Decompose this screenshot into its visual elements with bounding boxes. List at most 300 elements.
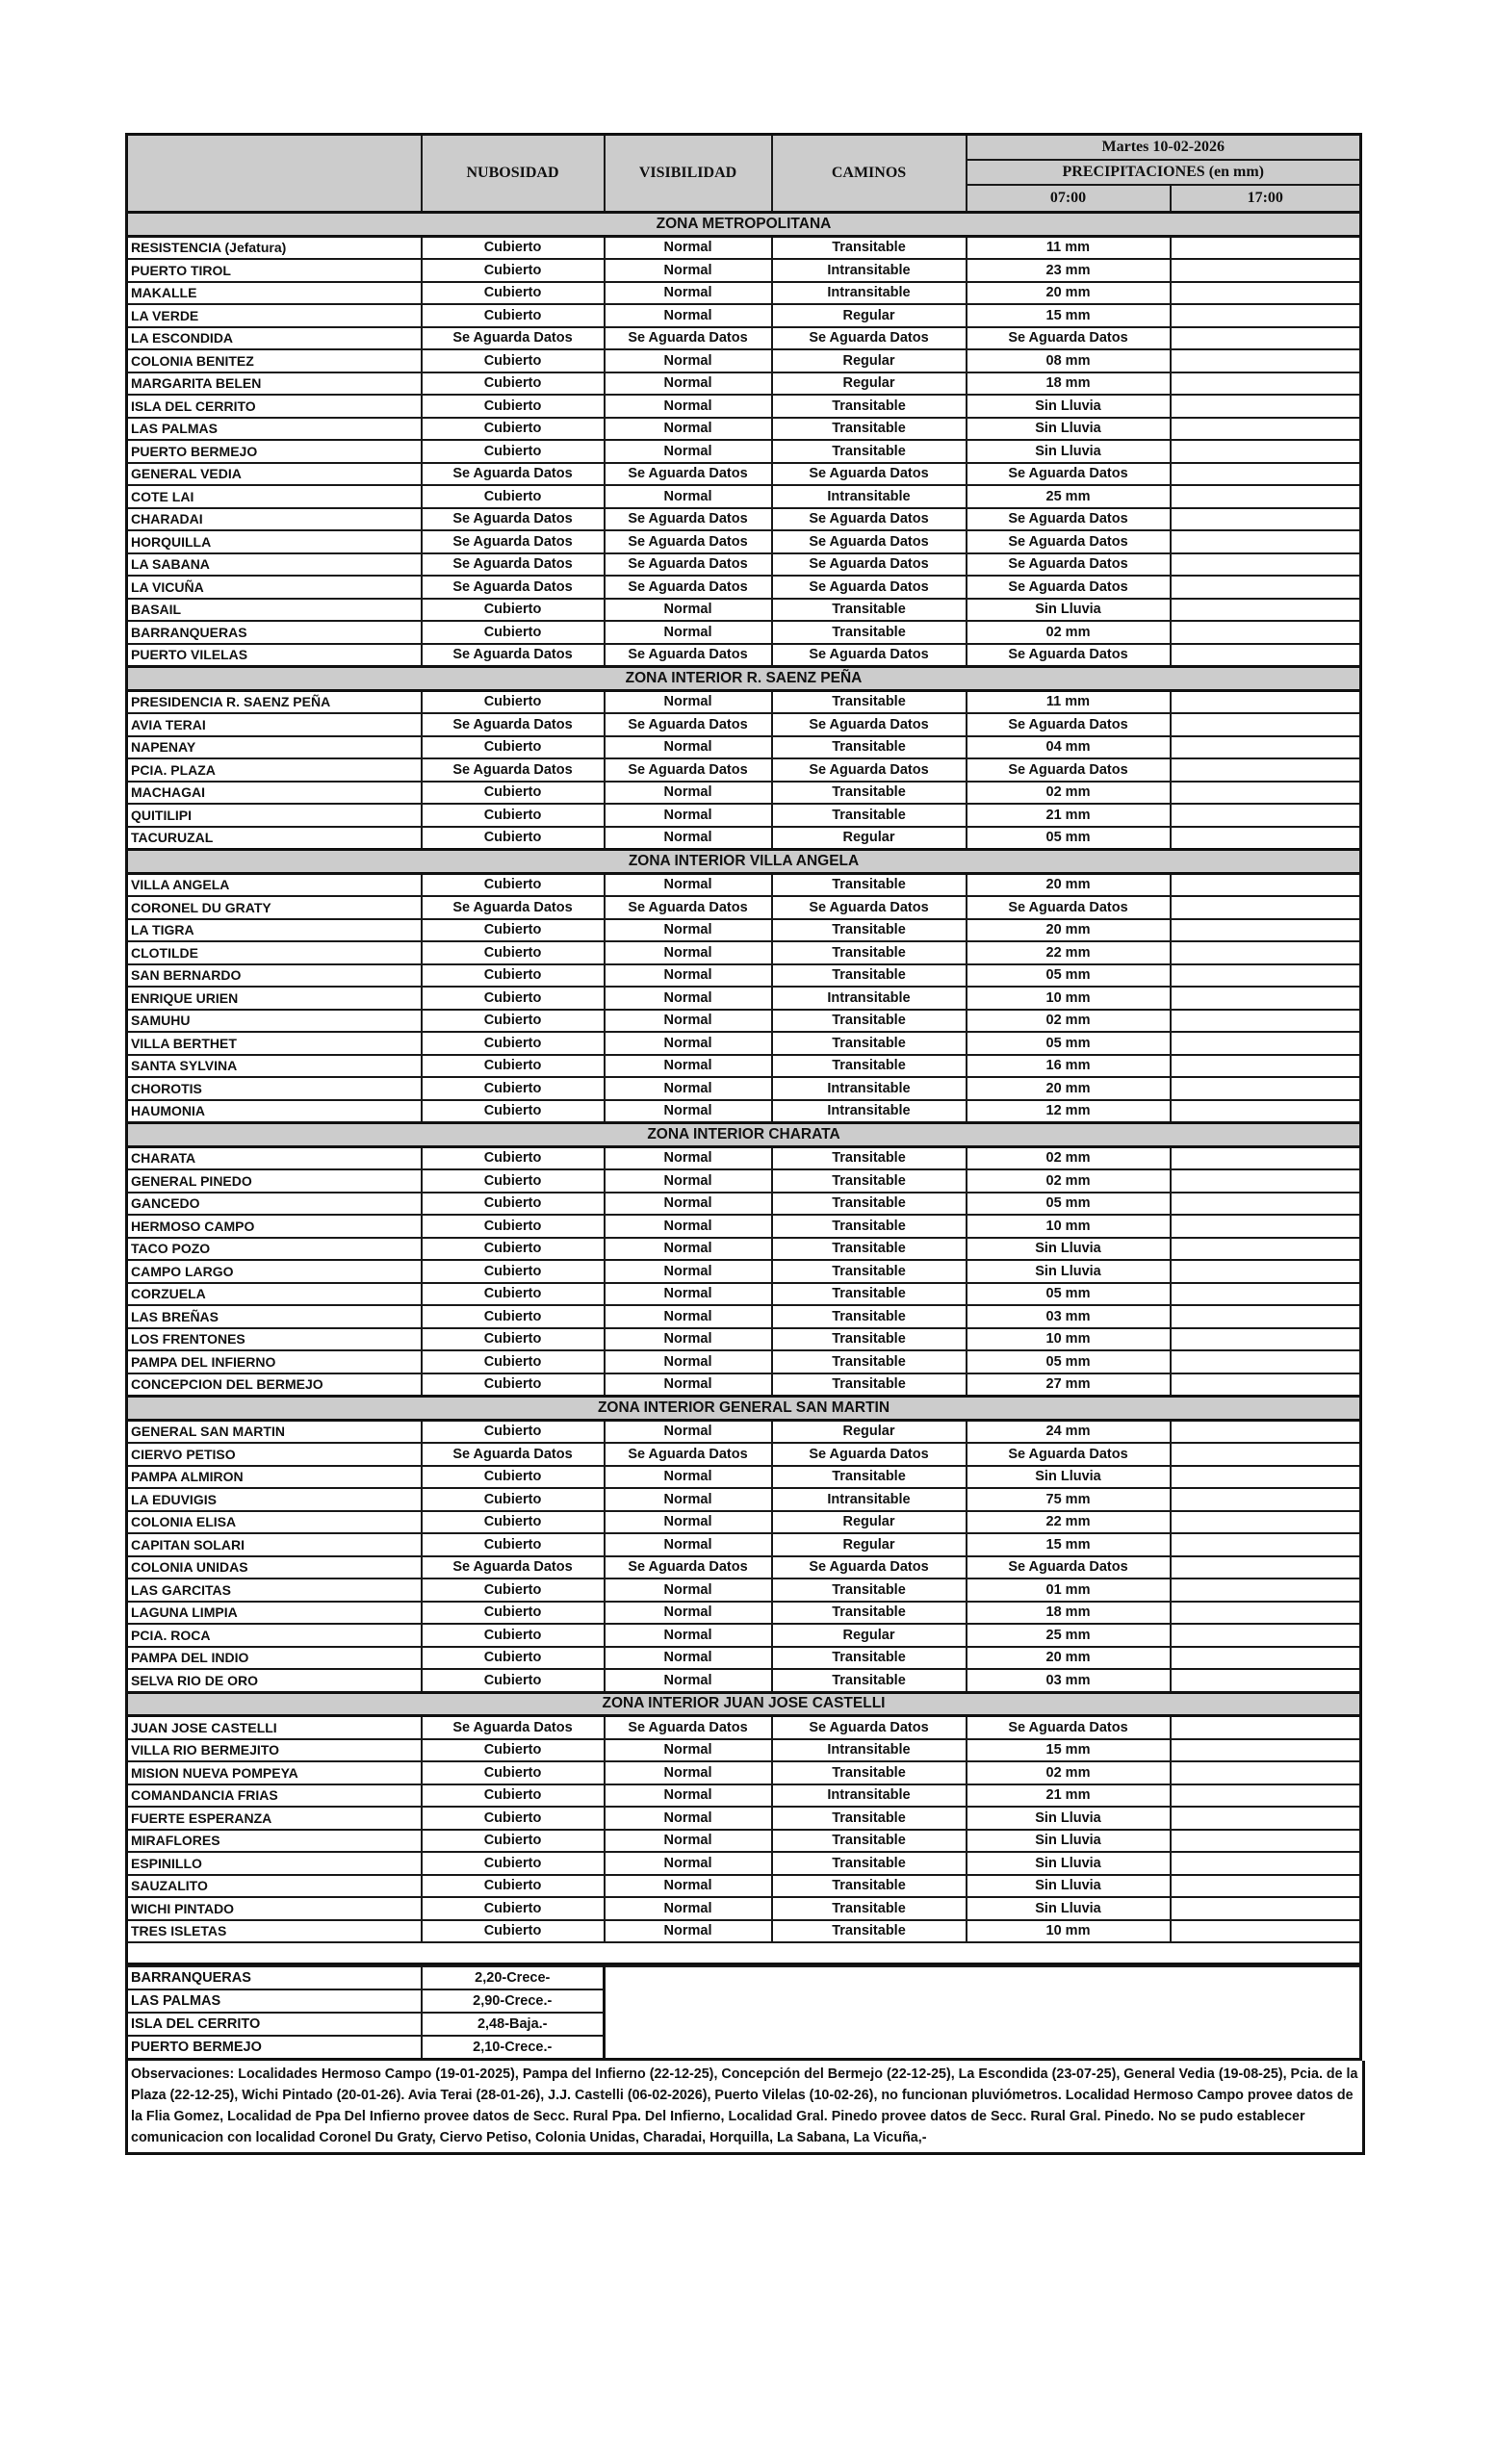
caminos-cell: Regular [772, 1420, 967, 1443]
caminos-cell: Regular [772, 372, 967, 396]
nubosidad-cell: Cubierto [422, 804, 605, 827]
caminos-cell: Transitable [772, 1647, 967, 1670]
precip-1700-cell [1171, 259, 1361, 282]
visibilidad-cell: Normal [605, 1350, 772, 1373]
visibilidad-cell: Normal [605, 372, 772, 396]
caminos-cell: Transitable [772, 1602, 967, 1625]
precip-1700-cell [1171, 736, 1361, 759]
table-row [127, 1624, 1361, 1647]
location-name: MAKALLE [127, 282, 422, 305]
table-row [127, 827, 1361, 850]
location-name: CHOROTIS [127, 1077, 422, 1100]
nubosidad-cell: Se Aguarda Datos [422, 1443, 605, 1466]
visibilidad-cell: Normal [605, 1624, 772, 1647]
table-row [127, 1077, 1361, 1100]
precip-1700-cell [1171, 1443, 1361, 1466]
precip-0700-cell: Sin Lluvia [967, 1807, 1171, 1830]
table-row [127, 1146, 1361, 1169]
nubosidad-cell: Cubierto [422, 1193, 605, 1216]
nubosidad-cell: Cubierto [422, 1260, 605, 1283]
precip-1700-cell [1171, 1897, 1361, 1920]
caminos-cell: Transitable [772, 964, 967, 988]
caminos-cell: Transitable [772, 690, 967, 713]
nubosidad-cell: Se Aguarda Datos [422, 576, 605, 599]
visibilidad-cell: Se Aguarda Datos [605, 327, 772, 350]
table-row [127, 1647, 1361, 1670]
location-name: LAS PALMAS [127, 418, 422, 441]
location-name: MISION NUEVA POMPEYA [127, 1761, 422, 1784]
location-name: LA EDUVIGIS [127, 1488, 422, 1511]
nubosidad-cell: Cubierto [422, 1920, 605, 1943]
precip-1700-cell [1171, 1215, 1361, 1238]
nubosidad-cell: Cubierto [422, 690, 605, 713]
location-name: FUERTE ESPERANZA [127, 1807, 422, 1830]
visibilidad-cell: Normal [605, 1100, 772, 1123]
precip-0700-cell: 16 mm [967, 1055, 1171, 1078]
visibilidad-cell: Se Aguarda Datos [605, 713, 772, 736]
table-row [127, 485, 1361, 508]
table-row [127, 599, 1361, 622]
caminos-cell: Transitable [772, 1466, 967, 1489]
spacer-row [127, 1942, 1361, 1964]
caminos-cell: Transitable [772, 1305, 967, 1328]
precip-0700-cell: Se Aguarda Datos [967, 1556, 1171, 1579]
visibilidad-cell: Normal [605, 1077, 772, 1100]
visibilidad-cell: Se Aguarda Datos [605, 508, 772, 531]
precip-0700-cell: 22 mm [967, 941, 1171, 964]
precip-0700-cell: 21 mm [967, 1784, 1171, 1808]
nubosidad-cell: Cubierto [422, 282, 605, 305]
precip-0700-cell: Sin Lluvia [967, 418, 1171, 441]
location-name: LOS FRENTONES [127, 1328, 422, 1351]
precip-1700-cell [1171, 1238, 1361, 1261]
visibilidad-cell: Normal [605, 1215, 772, 1238]
precip-1700-cell [1171, 804, 1361, 827]
precip-1700-cell [1171, 758, 1361, 782]
caminos-cell: Regular [772, 827, 967, 850]
nubosidad-cell: Cubierto [422, 304, 605, 327]
precip-0700-cell: Se Aguarda Datos [967, 553, 1171, 577]
river-station-name: ISLA DEL CERRITO [127, 2013, 422, 2036]
location-name: PRESIDENCIA R. SAENZ PEÑA [127, 690, 422, 713]
caminos-cell: Transitable [772, 236, 967, 259]
visibilidad-cell: Normal [605, 1533, 772, 1556]
time-1700-header: 17:00 [1171, 185, 1361, 213]
visibilidad-cell: Normal [605, 1373, 772, 1397]
table-row [127, 1488, 1361, 1511]
location-name: SELVA RIO DE ORO [127, 1669, 422, 1692]
location-name: HERMOSO CAMPO [127, 1215, 422, 1238]
visibilidad-cell: Normal [605, 1146, 772, 1169]
precip-1700-cell [1171, 919, 1361, 942]
precip-0700-cell: 25 mm [967, 1624, 1171, 1647]
nubosidad-cell: Cubierto [422, 1373, 605, 1397]
nubosidad-cell: Cubierto [422, 782, 605, 805]
nubosidad-cell: Cubierto [422, 236, 605, 259]
location-name: CIERVO PETISO [127, 1443, 422, 1466]
location-name: GANCEDO [127, 1193, 422, 1216]
nubosidad-cell: Cubierto [422, 1238, 605, 1261]
caminos-cell: Intransitable [772, 987, 967, 1010]
location-name: PAMPA ALMIRON [127, 1466, 422, 1489]
table-row [127, 1032, 1361, 1055]
nubosidad-cell: Se Aguarda Datos [422, 1556, 605, 1579]
nubosidad-cell: Cubierto [422, 418, 605, 441]
location-name: WICHI PINTADO [127, 1897, 422, 1920]
precip-1700-cell [1171, 1420, 1361, 1443]
nubosidad-cell: Cubierto [422, 1146, 605, 1169]
table-row [127, 1169, 1361, 1193]
precip-0700-cell: Sin Lluvia [967, 1875, 1171, 1898]
location-name: SANTA SYLVINA [127, 1055, 422, 1078]
location-name: GENERAL VEDIA [127, 463, 422, 486]
precip-0700-cell: 21 mm [967, 804, 1171, 827]
table-row [127, 530, 1361, 553]
caminos-cell: Se Aguarda Datos [772, 758, 967, 782]
location-name: COLONIA BENITEZ [127, 349, 422, 372]
nubosidad-header: NUBOSIDAD [422, 135, 605, 213]
location-name: RESISTENCIA (Jefatura) [127, 236, 422, 259]
precip-0700-cell: 20 mm [967, 873, 1171, 896]
table-row [127, 919, 1361, 942]
location-name: CHARADAI [127, 508, 422, 531]
nubosidad-cell: Se Aguarda Datos [422, 713, 605, 736]
precip-0700-cell: 10 mm [967, 1328, 1171, 1351]
visibilidad-cell: Normal [605, 782, 772, 805]
table-row [127, 395, 1361, 418]
nubosidad-cell: Cubierto [422, 440, 605, 463]
precip-0700-cell: Sin Lluvia [967, 440, 1171, 463]
precip-1700-cell [1171, 1784, 1361, 1808]
precip-0700-cell: Sin Lluvia [967, 1238, 1171, 1261]
caminos-cell: Transitable [772, 1669, 967, 1692]
precip-1700-cell [1171, 1466, 1361, 1489]
precip-1700-cell [1171, 304, 1361, 327]
caminos-cell: Transitable [772, 804, 967, 827]
visibilidad-cell: Normal [605, 621, 772, 644]
nubosidad-cell: Cubierto [422, 873, 605, 896]
visibilidad-cell: Normal [605, 1466, 772, 1489]
nubosidad-cell: Cubierto [422, 1032, 605, 1055]
precip-1700-cell [1171, 1100, 1361, 1123]
table-row [127, 873, 1361, 896]
caminos-cell: Se Aguarda Datos [772, 463, 967, 486]
visibilidad-cell: Normal [605, 1032, 772, 1055]
precip-1700-cell [1171, 327, 1361, 350]
location-name: VILLA BERTHET [127, 1032, 422, 1055]
river-level-value: 2,90-Crece.- [422, 1989, 605, 2013]
visibilidad-cell: Normal [605, 1852, 772, 1875]
caminos-cell: Transitable [772, 599, 967, 622]
precip-0700-cell: 10 mm [967, 1920, 1171, 1943]
table-row [127, 553, 1361, 577]
table-row [127, 644, 1361, 667]
caminos-cell: Intransitable [772, 1784, 967, 1808]
location-name: SAN BERNARDO [127, 964, 422, 988]
location-name: CORONEL DU GRATY [127, 896, 422, 919]
nubosidad-cell: Cubierto [422, 1215, 605, 1238]
precip-0700-cell: 22 mm [967, 1511, 1171, 1534]
nubosidad-cell: Se Aguarda Datos [422, 327, 605, 350]
visibilidad-cell: Se Aguarda Datos [605, 758, 772, 782]
caminos-cell: Transitable [772, 1373, 967, 1397]
precip-0700-cell: 25 mm [967, 485, 1171, 508]
caminos-cell: Se Aguarda Datos [772, 327, 967, 350]
precip-0700-cell: 03 mm [967, 1669, 1171, 1692]
caminos-cell: Transitable [772, 782, 967, 805]
caminos-cell: Transitable [772, 1215, 967, 1238]
precip-1700-cell [1171, 1305, 1361, 1328]
visibilidad-cell: Normal [605, 964, 772, 988]
visibilidad-cell: Normal [605, 1238, 772, 1261]
precipitation-header: PRECIPITACIONES (en mm) [967, 160, 1361, 185]
nubosidad-cell: Cubierto [422, 1010, 605, 1033]
table-row [127, 1215, 1361, 1238]
precip-1700-cell [1171, 1193, 1361, 1216]
precip-0700-cell: Se Aguarda Datos [967, 1716, 1171, 1739]
precip-0700-cell: 18 mm [967, 1602, 1171, 1625]
precip-0700-cell: 02 mm [967, 1146, 1171, 1169]
precip-1700-cell [1171, 1807, 1361, 1830]
precip-0700-cell: 01 mm [967, 1578, 1171, 1602]
visibilidad-cell: Normal [605, 1010, 772, 1033]
caminos-cell: Transitable [772, 1350, 967, 1373]
precip-1700-cell [1171, 236, 1361, 259]
location-name: PAMPA DEL INFIERNO [127, 1350, 422, 1373]
precip-1700-cell [1171, 1533, 1361, 1556]
precip-1700-cell [1171, 1055, 1361, 1078]
visibilidad-cell: Normal [605, 1602, 772, 1625]
visibilidad-cell: Normal [605, 599, 772, 622]
location-name: HAUMONIA [127, 1100, 422, 1123]
location-name: COLONIA ELISA [127, 1511, 422, 1534]
location-name: TACURUZAL [127, 827, 422, 850]
location-name: PUERTO VILELAS [127, 644, 422, 667]
zones-body [127, 213, 1361, 1964]
caminos-cell: Transitable [772, 1897, 967, 1920]
precip-0700-cell: Se Aguarda Datos [967, 463, 1171, 486]
precip-0700-cell: Sin Lluvia [967, 1897, 1171, 1920]
observations-note: Observaciones: Localidades Hermoso Campo (19-01-2025), Pampa del Infierno (22-12-25), Concepción del Bermejo (22-12-25), La Escondida (23-07-25), General Vedia (19-08-25), Pcia. de la Plaza (22-12-25), Wichi Pintado (20-01-26). Avia Terai (28-01-26), J.J. Castelli (06-02-2026), Puerto Vilelas (10-02-26), no funcionan pluviómetros. Localidad Hermoso Campo provee datos de la Flia Gomez, Localidad de Ppa Del Infierno provee datos de Secc. Rural Ppa. Del Infierno, Localidad Gral. Pinedo provee datos de Secc. Rural Gral. Pinedo. No se pudo establecer comunicacion con localidad Coronel Du Graty, Ciervo Petiso, Colonia Unidas, Charadai, Horquilla, La Sabana, La Vicuña,- [125, 2061, 1365, 2155]
location-name: CHARATA [127, 1146, 422, 1169]
caminos-cell: Regular [772, 1511, 967, 1534]
precip-1700-cell [1171, 1032, 1361, 1055]
precip-0700-cell: 05 mm [967, 1032, 1171, 1055]
caminos-cell: Transitable [772, 1010, 967, 1033]
precip-1700-cell [1171, 1739, 1361, 1762]
precip-1700-cell [1171, 530, 1361, 553]
table-row [127, 1669, 1361, 1692]
nubosidad-cell: Cubierto [422, 1739, 605, 1762]
table-row [127, 1602, 1361, 1625]
nubosidad-cell: Se Aguarda Datos [422, 758, 605, 782]
nubosidad-cell: Cubierto [422, 1100, 605, 1123]
nubosidad-cell: Cubierto [422, 1077, 605, 1100]
precip-1700-cell [1171, 1488, 1361, 1511]
visibilidad-cell: Se Aguarda Datos [605, 553, 772, 577]
caminos-cell: Se Aguarda Datos [772, 713, 967, 736]
location-name: NAPENAY [127, 736, 422, 759]
caminos-cell: Transitable [772, 1852, 967, 1875]
caminos-cell: Intransitable [772, 1739, 967, 1762]
nubosidad-cell: Cubierto [422, 259, 605, 282]
precip-1700-cell [1171, 713, 1361, 736]
location-name: LA TIGRA [127, 919, 422, 942]
table-row [127, 1328, 1361, 1351]
table-row [127, 1350, 1361, 1373]
precip-0700-cell: Se Aguarda Datos [967, 896, 1171, 919]
nubosidad-cell: Cubierto [422, 1169, 605, 1193]
precip-0700-cell: 02 mm [967, 782, 1171, 805]
caminos-cell: Intransitable [772, 485, 967, 508]
visibilidad-cell: Normal [605, 1283, 772, 1306]
caminos-cell: Se Aguarda Datos [772, 1443, 967, 1466]
precip-1700-cell [1171, 1350, 1361, 1373]
visibilidad-cell: Se Aguarda Datos [605, 644, 772, 667]
precip-1700-cell [1171, 1602, 1361, 1625]
caminos-cell: Intransitable [772, 1077, 967, 1100]
visibilidad-cell: Normal [605, 349, 772, 372]
caminos-cell: Transitable [772, 1032, 967, 1055]
table-row [127, 964, 1361, 988]
table-header [127, 135, 1361, 213]
table-row [127, 896, 1361, 919]
location-name: LAGUNA LIMPIA [127, 1602, 422, 1625]
nubosidad-cell: Cubierto [422, 1602, 605, 1625]
caminos-cell: Regular [772, 304, 967, 327]
table-row [127, 1100, 1361, 1123]
caminos-cell: Transitable [772, 1238, 967, 1261]
nubosidad-cell: Cubierto [422, 1784, 605, 1808]
precip-0700-cell: 05 mm [967, 1283, 1171, 1306]
location-name: PCIA. ROCA [127, 1624, 422, 1647]
nubosidad-cell: Cubierto [422, 1283, 605, 1306]
zone-header-row [127, 1123, 1361, 1147]
precip-0700-cell: 05 mm [967, 827, 1171, 850]
nubosidad-cell: Cubierto [422, 941, 605, 964]
table-row [127, 782, 1361, 805]
precip-1700-cell [1171, 1578, 1361, 1602]
visibilidad-cell: Normal [605, 418, 772, 441]
nubosidad-cell: Se Aguarda Datos [422, 530, 605, 553]
visibilidad-cell: Normal [605, 804, 772, 827]
precip-1700-cell [1171, 690, 1361, 713]
caminos-cell: Transitable [772, 941, 967, 964]
precip-1700-cell [1171, 782, 1361, 805]
nubosidad-cell: Cubierto [422, 1466, 605, 1489]
river-blank-area [605, 1966, 1361, 2060]
nubosidad-cell: Cubierto [422, 1350, 605, 1373]
visibilidad-cell: Se Aguarda Datos [605, 530, 772, 553]
table-row [127, 713, 1361, 736]
visibilidad-cell: Normal [605, 1169, 772, 1193]
precip-0700-cell: 04 mm [967, 736, 1171, 759]
precip-0700-cell: Sin Lluvia [967, 1466, 1171, 1489]
table-row [127, 941, 1361, 964]
location-name: MIRAFLORES [127, 1830, 422, 1853]
nubosidad-cell: Cubierto [422, 1897, 605, 1920]
table-row [127, 1556, 1361, 1579]
nubosidad-cell: Cubierto [422, 1055, 605, 1078]
visibilidad-cell: Normal [605, 1897, 772, 1920]
location-name: COMANDANCIA FRIAS [127, 1784, 422, 1808]
precip-1700-cell [1171, 964, 1361, 988]
visibilidad-cell: Normal [605, 827, 772, 850]
visibilidad-cell: Normal [605, 1669, 772, 1692]
precip-1700-cell [1171, 621, 1361, 644]
zone-header-row [127, 667, 1361, 691]
precip-0700-cell: 15 mm [967, 1739, 1171, 1762]
table-row [127, 463, 1361, 486]
location-name: MACHAGAI [127, 782, 422, 805]
precip-1700-cell [1171, 1875, 1361, 1898]
visibilidad-cell: Normal [605, 395, 772, 418]
precip-0700-cell: Sin Lluvia [967, 599, 1171, 622]
zone-header-row [127, 1397, 1361, 1421]
visibilidad-cell: Normal [605, 919, 772, 942]
table-row [127, 1238, 1361, 1261]
precip-1700-cell [1171, 941, 1361, 964]
precip-1700-cell [1171, 1260, 1361, 1283]
table-row [127, 1852, 1361, 1875]
nubosidad-cell: Cubierto [422, 1624, 605, 1647]
table-row [127, 1305, 1361, 1328]
precip-0700-cell: 05 mm [967, 1193, 1171, 1216]
nubosidad-cell: Se Aguarda Datos [422, 896, 605, 919]
precip-0700-cell: 10 mm [967, 987, 1171, 1010]
zone-title: ZONA METROPOLITANA [127, 213, 1361, 237]
location-name: PCIA. PLAZA [127, 758, 422, 782]
precip-0700-cell: Sin Lluvia [967, 1852, 1171, 1875]
location-name: HORQUILLA [127, 530, 422, 553]
caminos-cell: Regular [772, 1624, 967, 1647]
location-name: ENRIQUE URIEN [127, 987, 422, 1010]
table-row [127, 1784, 1361, 1808]
location-name: COLONIA UNIDAS [127, 1556, 422, 1579]
river-station-name: BARRANQUERAS [127, 1966, 422, 1989]
location-name: CLOTILDE [127, 941, 422, 964]
location-name: AVIA TERAI [127, 713, 422, 736]
precip-0700-cell: Se Aguarda Datos [967, 508, 1171, 531]
visibilidad-cell: Normal [605, 1647, 772, 1670]
location-name: ISLA DEL CERRITO [127, 395, 422, 418]
precip-1700-cell [1171, 1077, 1361, 1100]
table-row [127, 987, 1361, 1010]
nubosidad-cell: Se Aguarda Datos [422, 644, 605, 667]
table-row [127, 736, 1361, 759]
precip-0700-cell: 75 mm [967, 1488, 1171, 1511]
zone-title: ZONA INTERIOR VILLA ANGELA [127, 850, 1361, 874]
precip-1700-cell [1171, 1373, 1361, 1397]
location-name: PAMPA DEL INDIO [127, 1647, 422, 1670]
precip-1700-cell [1171, 576, 1361, 599]
precip-0700-cell: 15 mm [967, 304, 1171, 327]
nubosidad-cell: Cubierto [422, 964, 605, 988]
precip-0700-cell: 05 mm [967, 964, 1171, 988]
precip-1700-cell [1171, 282, 1361, 305]
precip-0700-cell: Se Aguarda Datos [967, 576, 1171, 599]
location-name: PUERTO TIROL [127, 259, 422, 282]
nubosidad-cell: Cubierto [422, 1647, 605, 1670]
location-name: SAMUHU [127, 1010, 422, 1033]
nubosidad-cell: Cubierto [422, 349, 605, 372]
table-row [127, 1511, 1361, 1534]
table-row [127, 621, 1361, 644]
nubosidad-cell: Cubierto [422, 1875, 605, 1898]
caminos-cell: Se Aguarda Datos [772, 1716, 967, 1739]
visibilidad-cell: Normal [605, 736, 772, 759]
visibilidad-header: VISIBILIDAD [605, 135, 772, 213]
